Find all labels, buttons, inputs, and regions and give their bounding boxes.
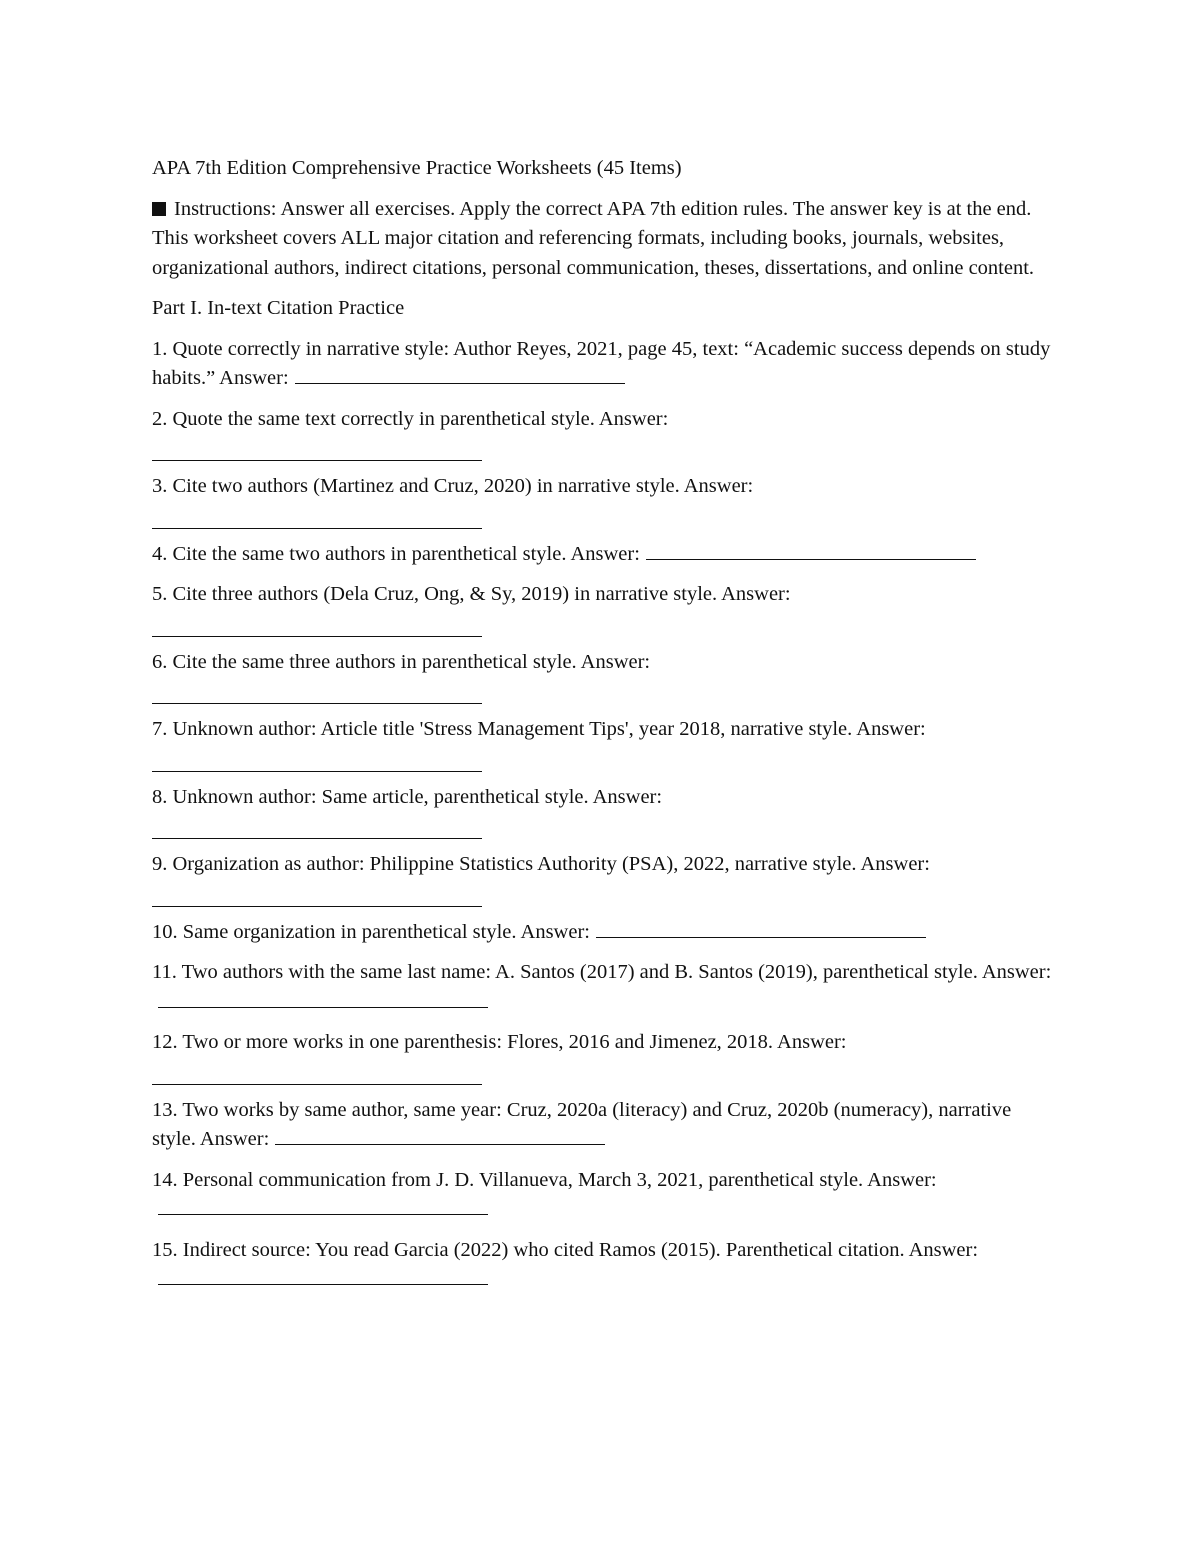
question-text: 2. Quote the same text correctly in parenthetical style. Answer: bbox=[152, 407, 669, 430]
answer-blank[interactable] bbox=[158, 1266, 488, 1285]
list-item bbox=[152, 783, 1052, 840]
question-text: 14. Personal communication from J. D. Villanueva, March 3, 2021, parenthetical style. Answer: bbox=[152, 1168, 937, 1191]
list-item bbox=[152, 1028, 1052, 1085]
question-text: 5. Cite three authors (Dela Cruz, Ong, & Sy, 2019) in narrative style. Answer: bbox=[152, 583, 791, 605]
part-heading: Part I. In-text Citation Practice bbox=[152, 297, 405, 319]
answer-blank[interactable] bbox=[596, 919, 926, 938]
question-text: 13. Two works by same author, same year: Cruz, 2020a (literacy) and Cruz, 2020b (numeracy), narrative style. Answer: bbox=[152, 1098, 1012, 1150]
worksheet-page bbox=[152, 154, 1052, 1306]
list-item bbox=[152, 1236, 1052, 1295]
list-item bbox=[152, 715, 1052, 772]
question-text: 10. Same organization in parenthetical style. Answer: bbox=[152, 920, 590, 943]
question-text: 1. Quote correctly in narrative style: Author Reyes, 2021, page 45, text: “Academic success depends on study habits.” Answer: bbox=[152, 337, 1051, 389]
question-text: 8. Unknown author: Same article, parenthetical style. Answer: bbox=[152, 785, 663, 808]
list-item bbox=[152, 918, 1052, 948]
list-item bbox=[152, 405, 1052, 462]
answer-blank[interactable] bbox=[152, 618, 482, 637]
question-text: 4. Cite the same two authors in parenthetical style. Answer: bbox=[152, 542, 640, 565]
question-text: 15. Indirect source: You read Garcia (2022) who cited Ramos (2015). Parenthetical citation. Answer: bbox=[152, 1238, 979, 1261]
list-item bbox=[152, 850, 1052, 907]
list-item bbox=[152, 335, 1052, 394]
question-text: 12. Two or more works in one parenthesis: Flores, 2016 and Jimenez, 2018. Answer: bbox=[152, 1031, 847, 1053]
answer-blank[interactable] bbox=[152, 442, 482, 461]
question-text: 3. Cite two authors (Martinez and Cruz, 2020) in narrative style. Answer: bbox=[152, 475, 754, 497]
instructions-text: Instructions: Answer all exercises. Apply the correct APA 7th edition rules. The answer key is at the end. This worksheet covers ALL major citation and referencing formats, including books, journals, websites, organizational authors, indirect citations, personal communication, theses, dissertations, and online content. bbox=[152, 197, 1035, 279]
answer-blank[interactable] bbox=[158, 1196, 488, 1215]
list-item bbox=[152, 472, 1052, 529]
question-text: 11. Two authors with the same last name: A. Santos (2017) and B. Santos (2019), parenthetical style. Answer: bbox=[152, 961, 1052, 983]
list-item bbox=[152, 540, 1052, 570]
question-text: 9. Organization as author: Philippine Statistics Authority (PSA), 2022, narrative style. Answer: bbox=[152, 853, 930, 875]
list-item bbox=[152, 1096, 1052, 1155]
list-item bbox=[152, 958, 1052, 1017]
answer-blank[interactable] bbox=[158, 989, 488, 1008]
answer-blank[interactable] bbox=[152, 820, 482, 839]
answer-blank[interactable] bbox=[152, 1066, 482, 1085]
instructions-block bbox=[152, 195, 1052, 284]
answer-blank[interactable] bbox=[646, 541, 976, 560]
answer-blank[interactable] bbox=[295, 365, 625, 384]
answer-blank[interactable] bbox=[275, 1126, 605, 1145]
list-item bbox=[152, 648, 1052, 705]
worksheet-title: APA 7th Edition Comprehensive Practice Worksheets (45 Items) bbox=[152, 157, 682, 179]
list-item bbox=[152, 580, 1052, 637]
answer-blank[interactable] bbox=[152, 888, 482, 907]
answer-blank[interactable] bbox=[152, 685, 482, 704]
question-text: 6. Cite the same three authors in parenthetical style. Answer: bbox=[152, 650, 651, 673]
bullet-square-icon bbox=[152, 202, 166, 216]
question-text: 7. Unknown author: Article title 'Stress Management Tips', year 2018, narrative style. Answer: bbox=[152, 718, 926, 740]
answer-blank[interactable] bbox=[152, 510, 482, 529]
list-item bbox=[152, 1166, 1052, 1225]
answer-blank[interactable] bbox=[152, 753, 482, 772]
